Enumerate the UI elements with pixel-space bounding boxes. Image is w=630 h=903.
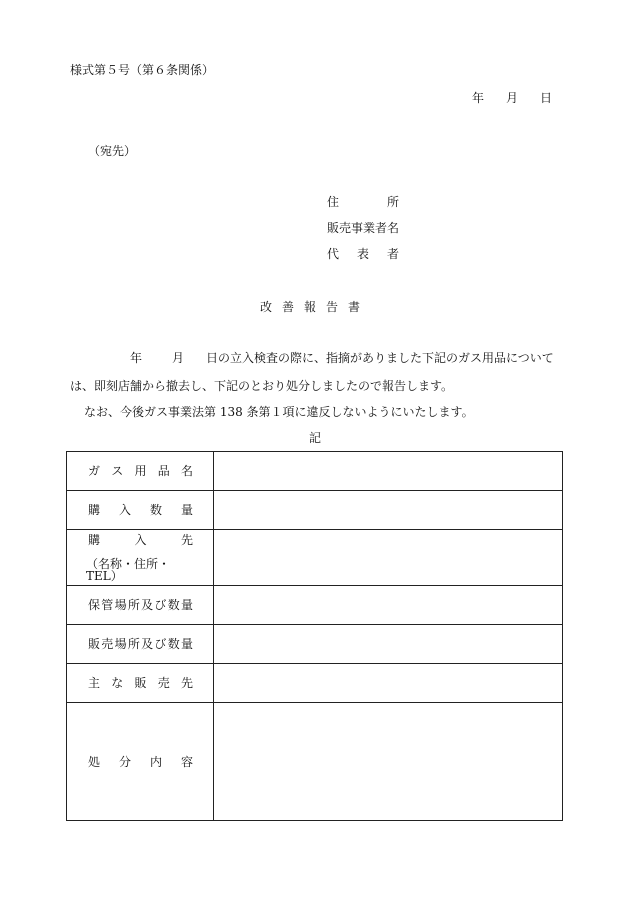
sender-representative-label: 代表者 [327, 247, 399, 261]
table-row [67, 703, 563, 821]
row-label-cell [67, 530, 214, 586]
sales-location-label: 販売場所及び数量 [88, 637, 193, 651]
gas-product-name-label: ガス用品名 [88, 464, 193, 478]
storage-location-label: 保管場所及び数量 [88, 598, 193, 612]
table-row [67, 664, 563, 703]
body-line-1 [130, 352, 554, 364]
supplier-label: 購入先 [88, 532, 193, 547]
table-row [67, 491, 563, 530]
row-label-cell [67, 625, 214, 664]
row-label-cell [67, 586, 214, 625]
gas-product-name-field[interactable] [214, 452, 563, 491]
date-day-label: 日 [540, 91, 553, 105]
supplier-sub-label: （名称・住所・TEL） [86, 556, 171, 583]
purchase-quantity-label: 購入数量 [88, 503, 193, 517]
sender-address-label: 住所 [327, 195, 399, 209]
body-line-3: なお、今後ガス事業法第 138 条第１項に違反しないようにいたします。 [84, 405, 474, 419]
disposal-details-label: 処分内容 [88, 754, 193, 769]
addressee: （宛先） [88, 144, 137, 158]
body-month-label: 月 [172, 351, 185, 365]
purchase-quantity-field[interactable] [214, 491, 563, 530]
table-row [67, 452, 563, 491]
disposal-details-field[interactable] [214, 703, 563, 821]
main-customers-field[interactable] [214, 664, 563, 703]
table-row [67, 625, 563, 664]
body-year-label: 年 [130, 351, 143, 365]
date-line [472, 92, 552, 104]
storage-location-field[interactable] [214, 586, 563, 625]
ki-marker: 記 [308, 431, 321, 445]
row-label-cell [67, 491, 214, 530]
report-table [66, 451, 563, 821]
supplier-field[interactable] [214, 530, 563, 586]
document-title: 改善報告書 [259, 300, 370, 314]
body-line-2: は、即刻店舗から撤去し、下記のとおり処分しましたので報告します。 [70, 379, 454, 393]
row-label-cell [67, 664, 214, 703]
row-label-cell [67, 703, 214, 821]
sender-business-name-label: 販売事業者名 [327, 221, 400, 235]
body-line-1-text: 日の立入検査の際に、指摘がありました下記のガス用品について [206, 351, 554, 365]
table-row [67, 586, 563, 625]
row-label-cell [67, 452, 214, 491]
sales-location-field[interactable] [214, 625, 563, 664]
main-customers-label: 主な販売先 [88, 676, 193, 690]
form-number: 様式第５号（第６条関係） [70, 63, 215, 77]
date-month-label: 月 [506, 91, 519, 105]
table-row [67, 530, 563, 586]
date-year-label: 年 [472, 91, 485, 105]
